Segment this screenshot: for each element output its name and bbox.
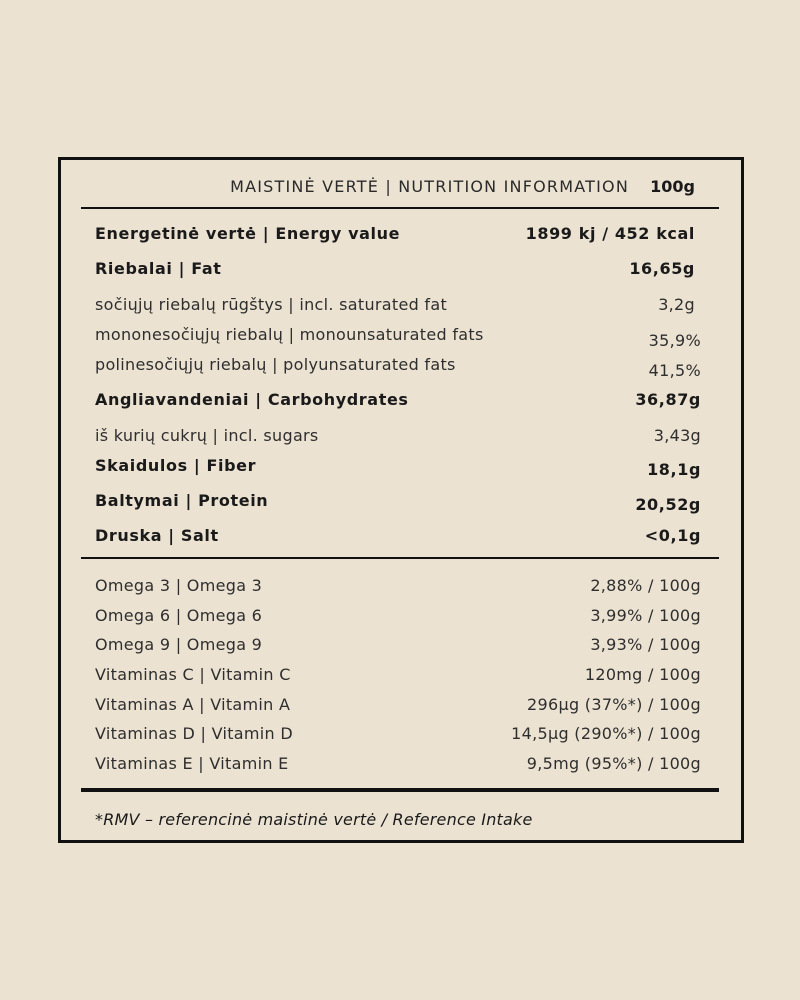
- extra-name: Omega 6 | Omega 6: [95, 606, 263, 625]
- nutrient-row-polyunsaturated: [95, 353, 701, 380]
- nutrient-row-sugars: [95, 424, 701, 448]
- extra-row-vitamin-d: [95, 722, 701, 746]
- extra-value: 3,99% / 100g: [590, 606, 701, 625]
- nutrient-value: 20,52g: [635, 495, 701, 514]
- extra-row-vitamin-c: [95, 663, 701, 687]
- nutrient-value: 18,1g: [647, 460, 701, 479]
- nutrient-name: polinesočiųjų riebalų | polyunsaturated fats: [95, 355, 456, 374]
- label-title: MAISTINĖ VERTĖ | NUTRITION INFORMATION: [230, 177, 629, 196]
- extra-row-omega6: [95, 604, 701, 628]
- nutrition-label: [58, 157, 744, 843]
- extra-row-omega3: [95, 574, 701, 598]
- nutrient-name: Skaidulos | Fiber: [95, 456, 257, 475]
- nutrient-row-monounsaturated: [95, 323, 701, 350]
- nutrient-row-fat: [95, 257, 701, 281]
- label-header: [61, 174, 695, 200]
- extra-value: 9,5mg (95%*) / 100g: [526, 754, 701, 773]
- nutrient-value: 16,65g: [629, 259, 695, 278]
- nutrient-name: Baltymai | Protein: [95, 491, 269, 510]
- nutrient-row-energy: [95, 222, 701, 246]
- nutrient-row-fiber: [95, 454, 701, 478]
- nutrient-name: mononesočiųjų riebalų | monounsaturated fats: [95, 325, 484, 344]
- extra-name: Vitaminas C | Vitamin C: [95, 665, 291, 684]
- nutrient-value: 41,5%: [648, 361, 701, 380]
- extra-value: 296µg (37%*) / 100g: [527, 695, 701, 714]
- nutrient-row-carbohydrates: [95, 388, 701, 412]
- nutrient-name: sočiųjų riebalų rūgštys | incl. saturated fat: [95, 295, 448, 314]
- extra-value: 14,5µg (290%*) / 100g: [511, 724, 701, 743]
- extra-row-vitamin-a: [95, 693, 701, 717]
- header-divider: [81, 207, 719, 209]
- reference-intake-note: *RMV – referencinė maistinė vertė / Reference Intake: [95, 810, 533, 829]
- extra-row-omega9: [95, 633, 701, 657]
- section-divider: [81, 557, 719, 559]
- extra-name: Omega 3 | Omega 3: [95, 576, 263, 595]
- nutrient-name: Druska | Salt: [95, 526, 219, 545]
- extra-name: Vitaminas D | Vitamin D: [95, 724, 293, 743]
- extra-name: Vitaminas A | Vitamin A: [95, 695, 291, 714]
- extra-value: 2,88% / 100g: [590, 576, 701, 595]
- nutrient-value: 3,2g: [658, 295, 695, 314]
- footer-divider: [81, 788, 719, 792]
- nutrient-value: <0,1g: [644, 526, 701, 545]
- nutrient-name: Riebalai | Fat: [95, 259, 222, 278]
- extra-name: Omega 9 | Omega 9: [95, 635, 263, 654]
- extra-name: Vitaminas E | Vitamin E: [95, 754, 289, 773]
- nutrient-name: Energetinė vertė | Energy value: [95, 224, 401, 243]
- nutrient-row-saturated: [95, 293, 701, 317]
- nutrient-value: 35,9%: [648, 331, 701, 350]
- nutrient-row-salt: [95, 524, 701, 548]
- nutrient-name: iš kurių cukrų | incl. sugars: [95, 426, 319, 445]
- nutrient-name: Angliavandeniai | Carbohydrates: [95, 390, 409, 409]
- nutrient-value: 3,43g: [653, 426, 701, 445]
- nutrient-value: 1899 kj / 452 kcal: [525, 224, 695, 243]
- extra-value: 3,93% / 100g: [590, 635, 701, 654]
- nutrient-value: 36,87g: [635, 390, 701, 409]
- nutrient-row-protein: [95, 489, 701, 513]
- extra-value: 120mg / 100g: [584, 665, 701, 684]
- extra-row-vitamin-e: [95, 752, 701, 776]
- per-amount: 100g: [650, 177, 695, 196]
